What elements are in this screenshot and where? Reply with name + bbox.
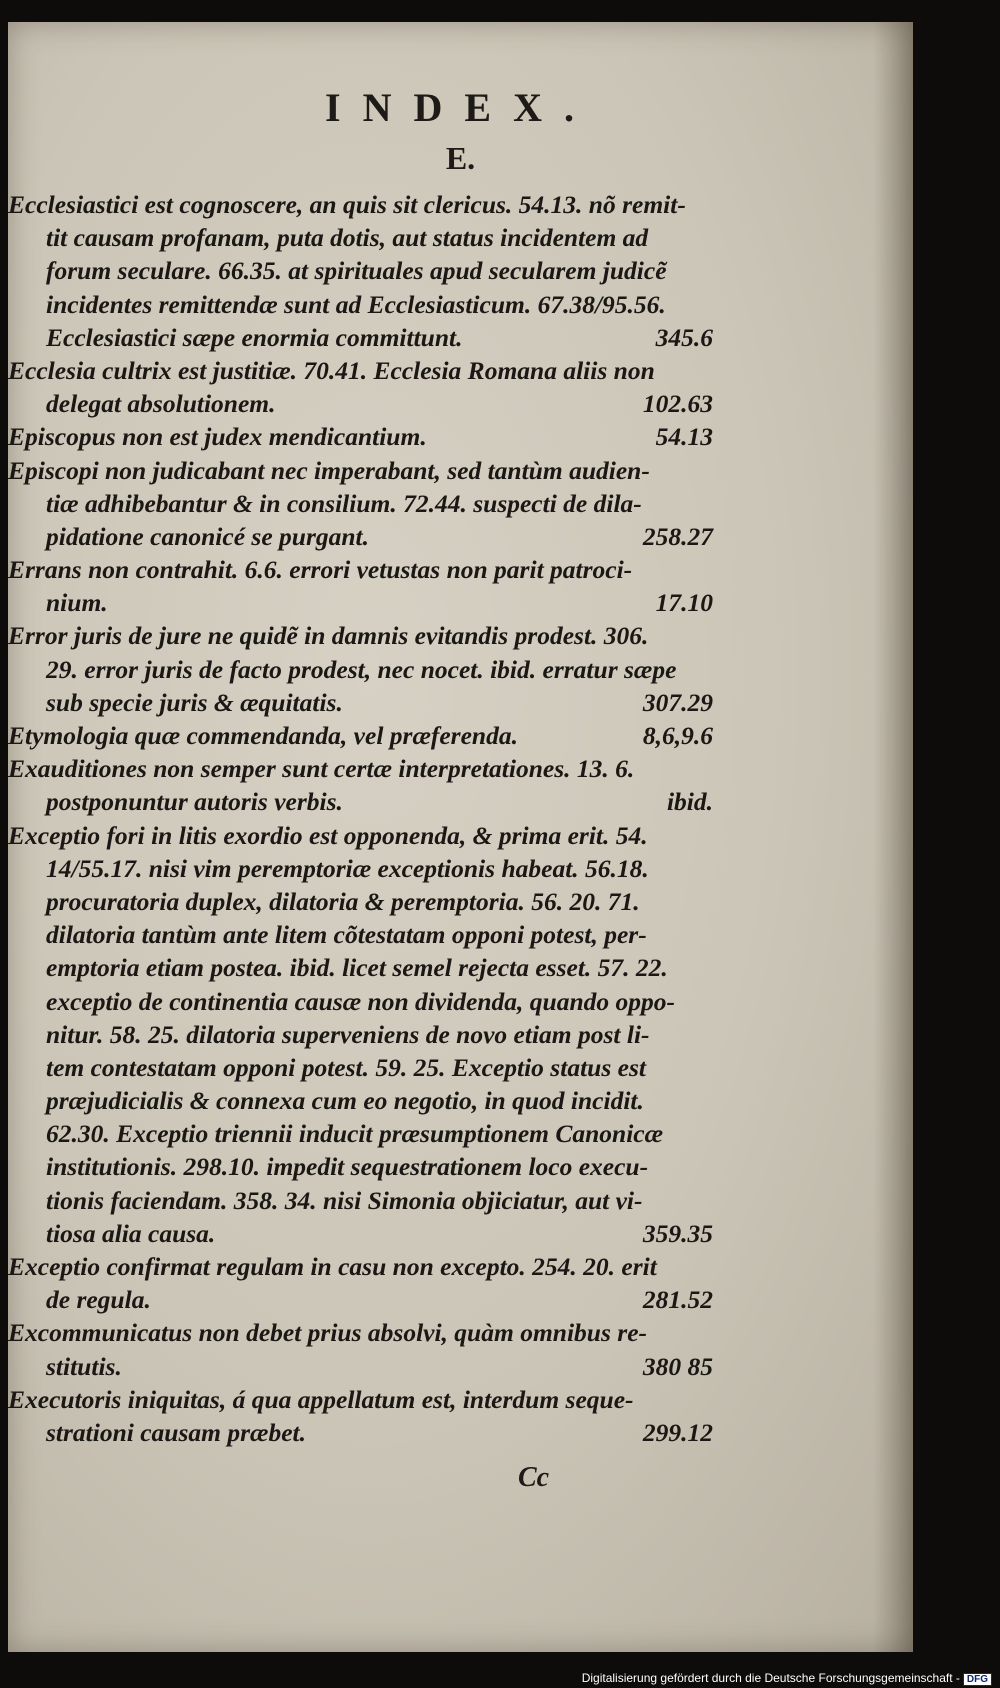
index-line (8, 1316, 913, 1349)
signature-mark: Cc (518, 1462, 550, 1493)
index-line-text: forum seculare. 66.35. at spirituales apud secularem judicẽ (46, 256, 667, 286)
index-line (8, 719, 913, 752)
index-line-text: tiæ adhibebantur & in consilium. 72.44. suspecti de dila- (46, 488, 642, 518)
index-line-text: Ecclesia cultrix est justitiæ. 70.41. Ecclesia Romana aliis non (8, 355, 655, 385)
page-title: INDEX. (325, 85, 596, 130)
index-line-text: Ecclesiastici sæpe enormia committunt. (46, 322, 463, 352)
index-line (8, 985, 913, 1018)
footer-text: Digitalisierung gefördert durch die Deutsche Forschungsgemeinschaft - (581, 1671, 960, 1685)
index-line (8, 487, 913, 520)
index-line (8, 1250, 913, 1283)
index-line (8, 1416, 913, 1449)
index-line-text: 29. error juris de facto prodest, nec nocet. ibid. erratur sæpe (46, 654, 677, 684)
index-line-text: Ecclesiastici est cognoscere, an quis sit clericus. 54.13. nõ remit- (8, 190, 686, 219)
index-entries (8, 188, 913, 1449)
index-line-text: incidentes remittendæ sunt ad Ecclesiasticum. 67.38/95.56. (46, 289, 666, 319)
index-line (8, 387, 913, 420)
index-line-text: Exauditiones non semper sunt certæ interpretationes. 13. 6. (8, 754, 635, 784)
index-line-text: procuratoria duplex, dilatoria & peremptoria. 56. 20. 71. (46, 886, 640, 916)
index-line-text: Excommunicatus non debet prius absolvi, quàm omnibus re- (8, 1318, 648, 1348)
index-line-reference: 359.35 (642, 1218, 713, 1248)
index-line (8, 1018, 913, 1051)
index-line (8, 1117, 913, 1150)
index-line-text: delegat absolutionem. (46, 389, 276, 419)
index-line (8, 321, 913, 354)
index-line (8, 1383, 913, 1416)
index-line-reference: 8,6,9.6 (642, 721, 713, 750)
index-line-text: tionis faciendam. 358. 34. nisi Simonia objiciatur, aut vi- (46, 1185, 643, 1215)
index-line (8, 254, 913, 287)
index-line-text: nitur. 58. 25. dilatoria superveniens de novo etiam post li- (46, 1019, 650, 1049)
index-line-reference: 17.10 (655, 588, 713, 618)
index-line-text: postponuntur autoris verbis. (46, 787, 343, 817)
index-line (8, 752, 913, 785)
index-line (8, 1084, 913, 1117)
index-line (8, 1217, 913, 1250)
dfg-logo: DFG (963, 1673, 992, 1686)
index-line-reference: 307.29 (642, 687, 713, 717)
index-line-text: dilatoria tantùm ante litem cõtestatam opponi potest, per- (46, 920, 647, 950)
index-line (8, 785, 913, 818)
index-line-text: Executoris iniquitas, á qua appellatum est, interdum seque- (8, 1384, 634, 1414)
index-line (8, 553, 913, 586)
index-line-text: exceptio de continentia causæ non dividenda, quando oppo- (46, 986, 676, 1016)
index-line-text: de regula. (46, 1285, 151, 1315)
index-line (8, 288, 913, 321)
index-line-text: præjudicialis & connexa cum eo negotio, in quod incidit. (46, 1086, 644, 1116)
index-line-text: tem contestatam opponi potest. 59. 25. Exceptio status est (46, 1052, 646, 1082)
index-line-text: tit causam profanam, puta dotis, aut status incidentem ad (46, 223, 649, 253)
index-line (8, 1051, 913, 1084)
index-line (8, 852, 913, 885)
index-line (8, 653, 913, 686)
index-line (8, 1184, 913, 1217)
index-line-reference: 380 85 (642, 1351, 713, 1381)
index-line (8, 188, 913, 221)
index-line-text: Episcopus non est judex mendicantium. (8, 422, 427, 452)
index-line-text: Etymologia quæ commendanda, vel præferenda. (8, 721, 518, 750)
index-line-reference: 258.27 (642, 521, 713, 551)
index-line-text: Errans non contrahit. 6.6. errori vetustas non parit patroci- (8, 555, 633, 585)
index-line (8, 918, 913, 951)
index-line-reference: 345.6 (655, 322, 713, 352)
index-line-text: 62.30. Exceptio triennii inducit præsumptionem Canonicæ (46, 1119, 664, 1149)
index-line (8, 520, 913, 553)
index-line (8, 454, 913, 487)
index-line-reference: 102.63 (642, 389, 713, 419)
book-page (8, 22, 913, 1652)
index-line (8, 1283, 913, 1316)
index-line-text: Exceptio confirmat regulam in casu non excepto. 254. 20. erit (8, 1252, 657, 1281)
index-line-reference: ibid. (666, 787, 713, 817)
index-line-text: Exceptio fori in litis exordio est opponenda, & prima erit. 54. (8, 820, 648, 850)
index-line-text: pidatione canonicé se purgant. (46, 521, 370, 551)
index-line-text: sub specie juris & æquitatis. (46, 687, 343, 717)
index-line-text: emptoria etiam postea. ibid. licet semel rejecta esset. 57. 22. (46, 953, 668, 983)
index-line-reference: 54.13 (655, 422, 713, 452)
index-line (8, 619, 913, 652)
index-line (8, 885, 913, 918)
index-line-text: institutionis. 298.10. impedit sequestrationem loco execu- (46, 1152, 649, 1182)
index-line-text: Episcopi non judicabant nec imperabant, sed tantùm audien- (8, 455, 650, 485)
index-line-text: stitutis. (46, 1351, 122, 1381)
index-line-reference: 299.12 (642, 1417, 713, 1447)
index-line-text: 14/55.17. nisi vim peremptoriæ exceptionis habeat. 56.18. (46, 853, 649, 883)
index-line (8, 354, 913, 387)
index-line (8, 586, 913, 619)
index-line (8, 686, 913, 719)
section-letter: E. (445, 140, 476, 176)
index-line-text: Error juris de jure ne quidẽ in damnis evitandis prodest. 306. (8, 621, 649, 651)
index-line (8, 819, 913, 852)
index-line-text: strationi causam præbet. (46, 1417, 306, 1447)
index-line-reference: 281.52 (642, 1285, 713, 1315)
index-line (8, 1150, 913, 1183)
index-line (8, 221, 913, 254)
index-line (8, 420, 913, 453)
index-line (8, 1350, 913, 1383)
index-line-text: tiosa alia causa. (46, 1218, 216, 1248)
index-line (8, 951, 913, 984)
footer-credit (582, 1671, 992, 1686)
index-line-text: nium. (46, 588, 108, 618)
